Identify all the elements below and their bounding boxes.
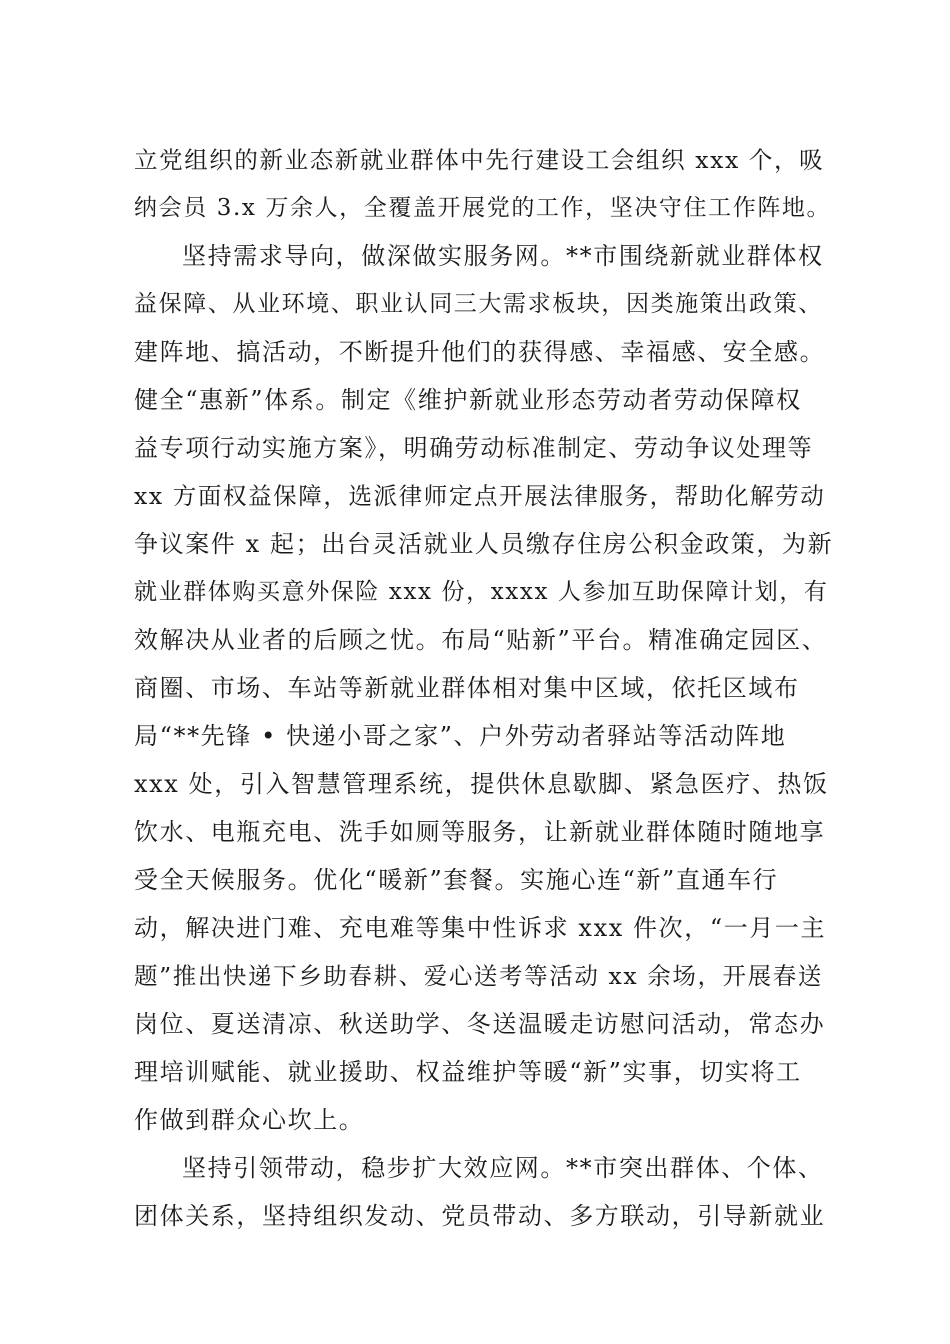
text-line: 商圈、市场、车站等新就业群体相对集中区域，依托区域布 [134, 674, 800, 702]
text-line: 受全天候服务。优化“暖新”套餐。实施心连“新”直通车行 [134, 866, 779, 894]
paragraph-first-line: 坚持引领带动，稳步扩大效应网。**市突出群体、个体、 [182, 1154, 824, 1182]
text-line: 立党组织的新业态新就业群体中先行建设工会组织 xxx 个，吸 [134, 146, 825, 174]
text-line: 效解决从业者的后顾之忧。布局“贴新”平台。精准确定园区、 [134, 626, 828, 654]
text-line: 饮水、电瓶充电、洗手如厕等服务，让新就业群体随时随地享 [134, 818, 826, 846]
text-line: 健全“惠新”体系。制定《维护新就业形态劳动者劳动保障权 [134, 386, 802, 414]
text-line: 理培训赋能、就业援助、权益维护等暖“新”实事，切实将工 [134, 1058, 802, 1086]
text-line: 作做到群众心坎上。 [134, 1106, 365, 1134]
text-line: 局“**先锋 • 快递小哥之家”、户外劳动者驿站等活动阵地 [134, 722, 787, 750]
text-line: 就业群体购买意外保险 xxx 份，xxxx 人参加互助保障计划，有 [134, 579, 829, 605]
text-line: 动，解决进门难、充电难等集中性诉求 xxx 件次，“一月一主 [134, 914, 827, 942]
text-line: 团体关系，坚持组织发动、党员带动、多方联动，引导新就业 [134, 1202, 826, 1230]
text-line: xxx 处，引入智慧管理系统，提供休息歇脚、紧急医疗、热饭 [134, 770, 829, 798]
text-line: 益专项行动实施方案》，明确劳动标准制定、劳动争议处理等 [134, 434, 814, 462]
text-line: 益保障、从业环境、职业认同三大需求板块，因类施策出政策、 [134, 291, 823, 317]
text-line: 建阵地、搞活动，不断提升他们的获得感、幸福感、安全感。 [134, 338, 826, 366]
text-line: 争议案件 x 起；出台灵活就业人员缴存住房公积金政策，为新 [134, 530, 834, 558]
text-line: xx 方面权益保障，选派律师定点开展法律服务，帮助化解劳动 [134, 482, 826, 510]
text-line: 岗位、夏送清凉、秋送助学、冬送温暖走访慰问活动，常态办 [134, 1010, 826, 1038]
text-line: 纳会员 3.x 万余人，全覆盖开展党的工作，坚决守住工作阵地。 [134, 195, 832, 221]
paragraph-first-line: 坚持需求导向，做深做实服务网。**市围绕新就业群体权 [182, 242, 824, 270]
text-line: 题”推出快递下乡助春耕、爱心送考等活动 xx 余场，开展春送 [134, 962, 823, 990]
